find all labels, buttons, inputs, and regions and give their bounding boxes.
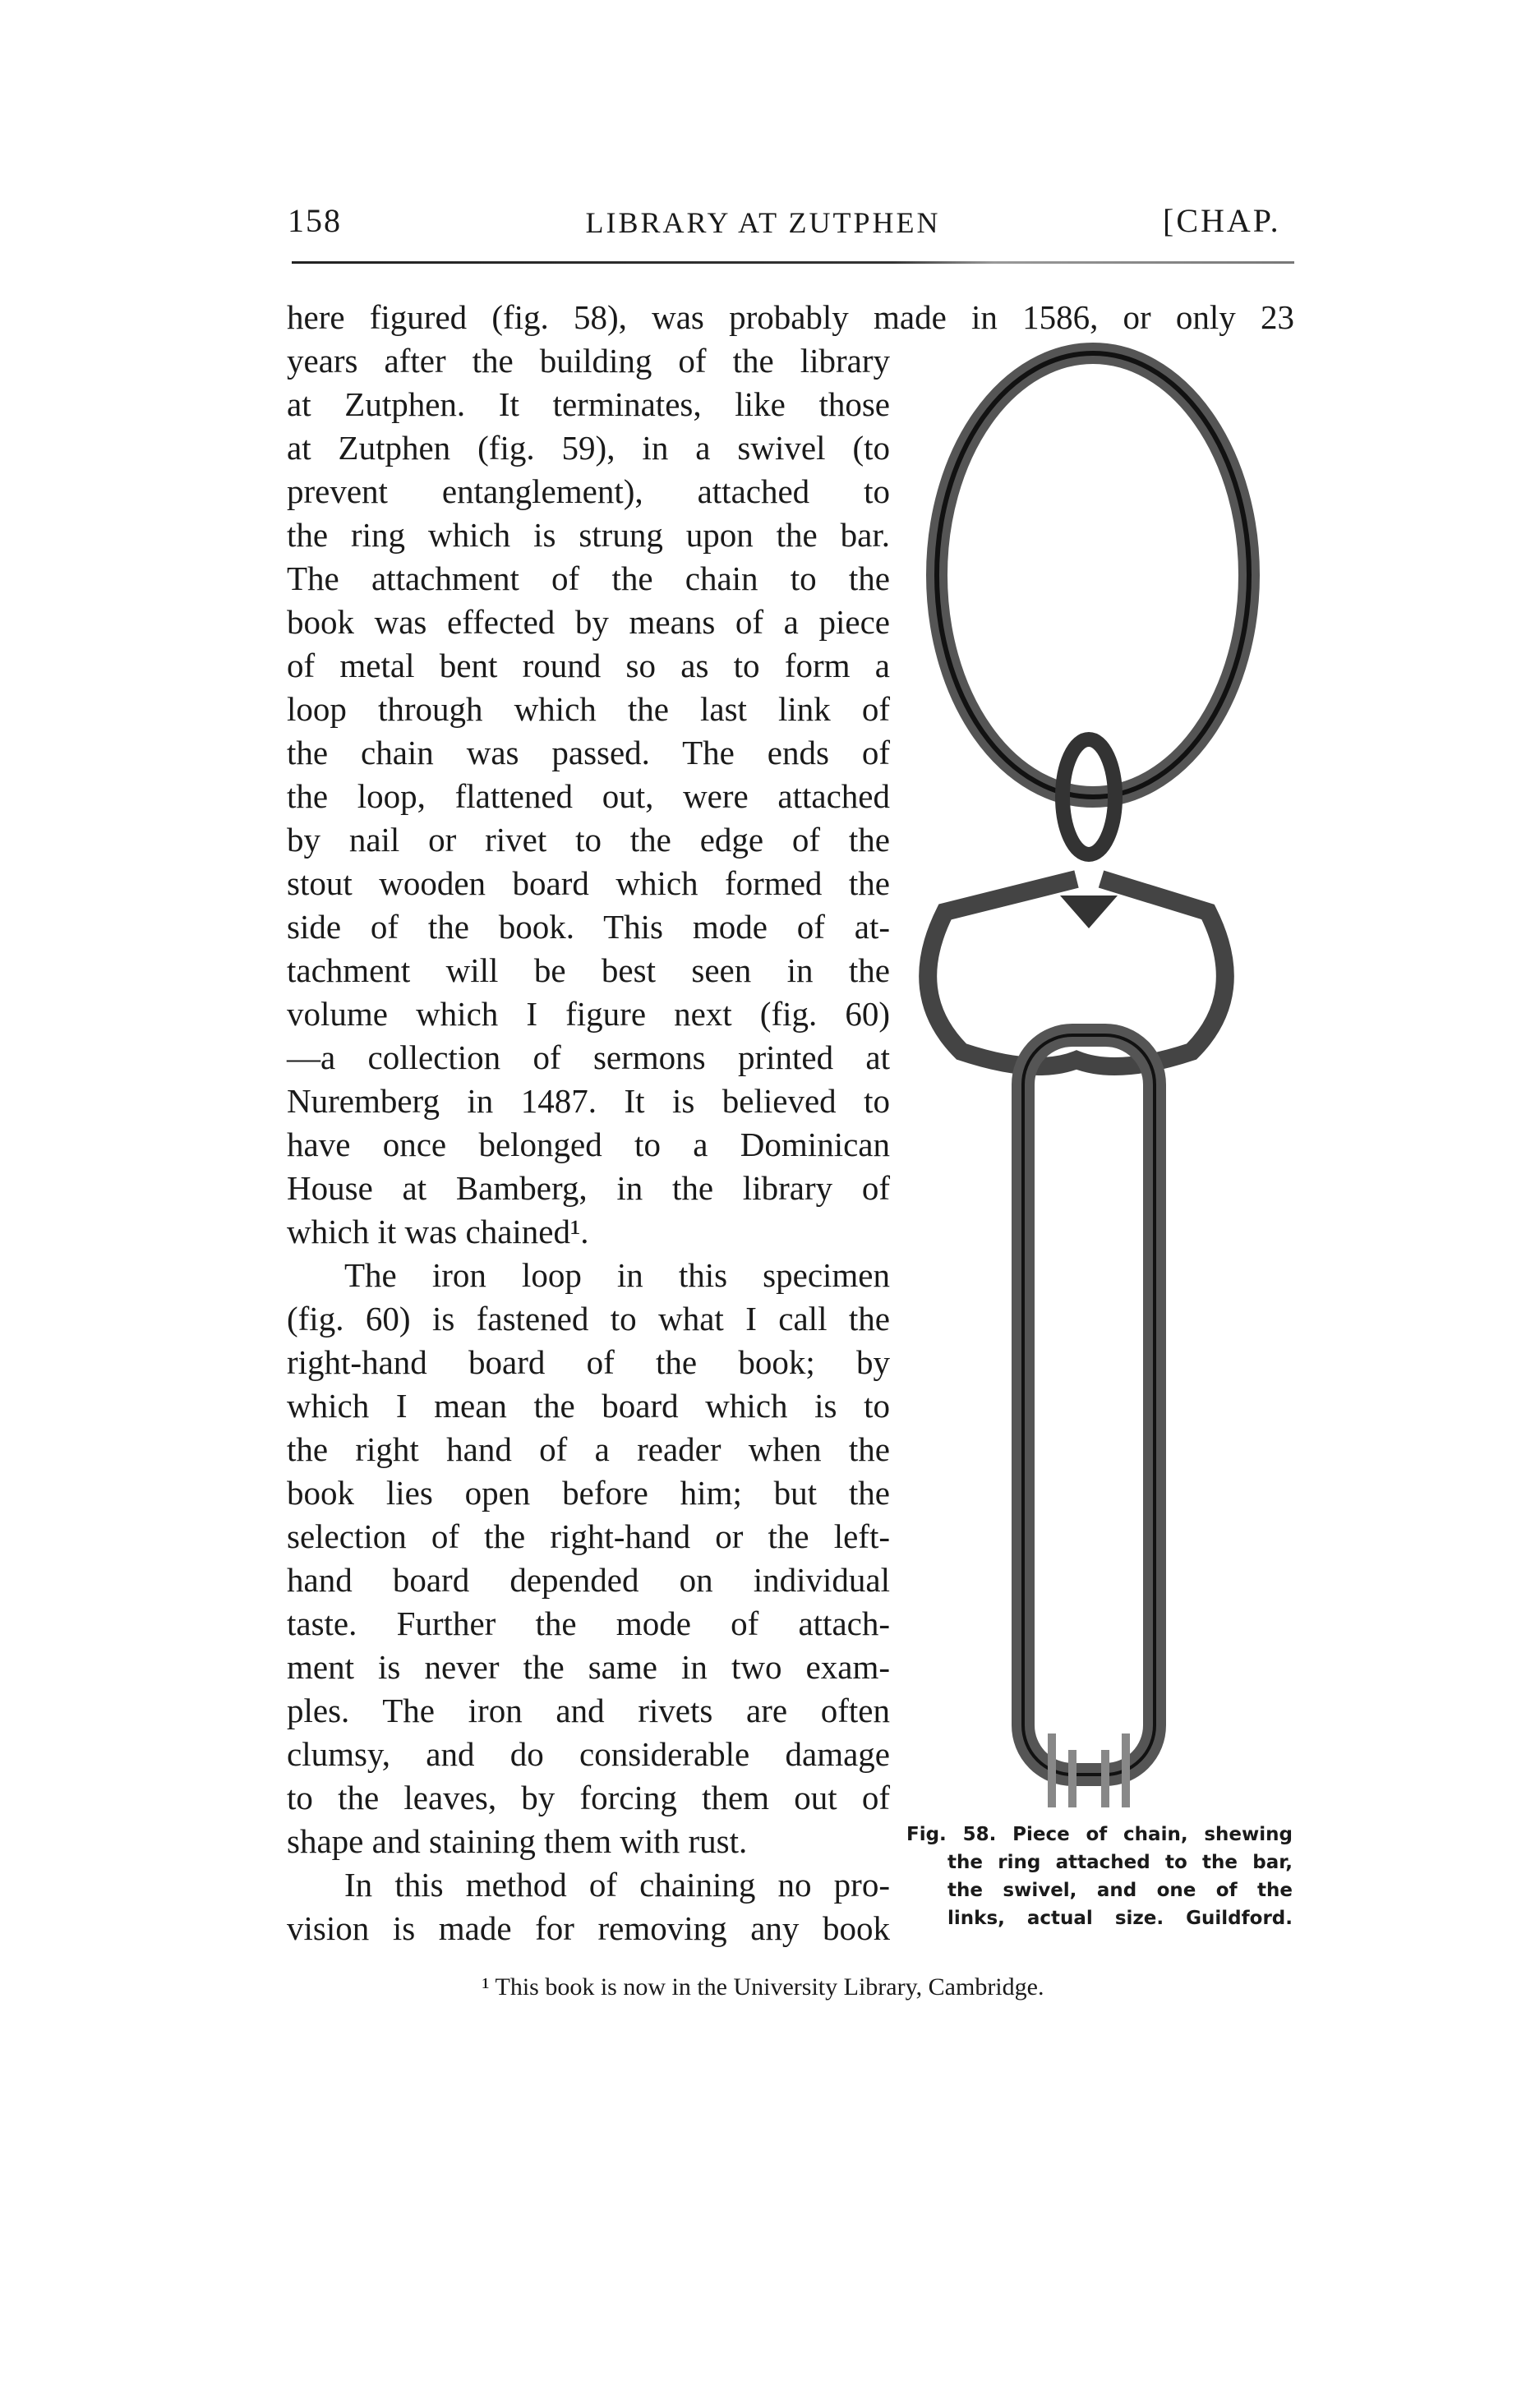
body-line: selection of the right-hand or the left- [287,1517,890,1555]
body-line: vision is made for removing any book [287,1909,890,1947]
body-line: (fig. 60) is fastened to what I call the [287,1300,890,1338]
body-line: have once belonged to a Dominican [287,1126,890,1163]
chapter-mark: [CHAP. [1163,202,1281,239]
caption-line: links, actual size. Guildford. [947,1908,1293,1929]
body-line: ples. The iron and rivets are often [287,1692,890,1729]
body-line: The iron loop in this specimen [344,1256,890,1294]
chain-link [1023,1035,1155,1775]
body-line: prevent entanglement), attached to [287,472,890,510]
body-line: which I mean the board which is to [287,1387,890,1425]
body-line: The attachment of the chain to the [287,559,890,597]
body-line: the loop, flattened out, were attached [287,777,890,815]
caption-line: Fig. 58. Piece of chain, shewing [906,1824,1293,1845]
chain-figure [912,337,1307,1816]
body-line: shape and staining them with rust. [287,1822,748,1860]
body-line: of metal bent round so as to form a [287,647,890,684]
body-line: House at Bamberg, in the library of [287,1169,890,1207]
body-line: —a collection of sermons printed at [287,1038,890,1076]
body-line: years after the building of the library [287,342,890,380]
caption-line: the swivel, and one of the [947,1880,1293,1901]
header-rule [292,261,1294,264]
body-line: by nail or rivet to the edge of the [287,821,890,859]
body-line: clumsy, and do considerable damage [287,1735,890,1773]
body-line: the right hand of a reader when the [287,1430,890,1468]
body-line: side of the book. This mode of at- [287,908,890,946]
body-line: In this method of chaining no pro- [344,1866,890,1904]
body-line: hand board depended on individual [287,1561,890,1599]
body-line: volume which I figure next (fig. 60) [287,995,890,1033]
body-line: at Zutphen (fig. 59), in a swivel (to [287,429,890,467]
body-line: book was effected by means of a piece [287,603,890,641]
body-line: book lies open before him; but the [287,1474,890,1512]
body-line: which it was chained¹. [287,1213,589,1250]
body-line: right-hand board of the book; by [287,1343,890,1381]
body-line: loop through which the last link of [287,690,890,728]
body-line: Nuremberg in 1487. It is believed to [287,1082,890,1120]
body-line: the ring which is strung upon the bar. [287,516,890,554]
body-line: to the leaves, by forcing them out of [287,1779,890,1816]
body-line: stout wooden board which formed the [287,864,890,902]
body-line: taste. Further the mode of attach- [287,1605,890,1642]
caption-line: the ring attached to the bar, [947,1852,1293,1873]
body-line: the chain was passed. The ends of [287,734,890,771]
body-line: at Zutphen. It terminates, like those [287,385,890,423]
figure-caption [906,1821,1293,1932]
body-line: tachment will be best seen in the [287,951,890,989]
page-number: 158 [288,202,342,239]
body-first-line: here figured (fig. 58), was probably made in 1586, or only 23 [287,298,1294,336]
footnote: ¹ This book is now in the University Library, Cambridge. [482,1973,1044,2001]
body-line: ment is never the same in two exam- [287,1648,890,1686]
running-title: LIBRARY AT ZUTPHEN [585,206,941,239]
